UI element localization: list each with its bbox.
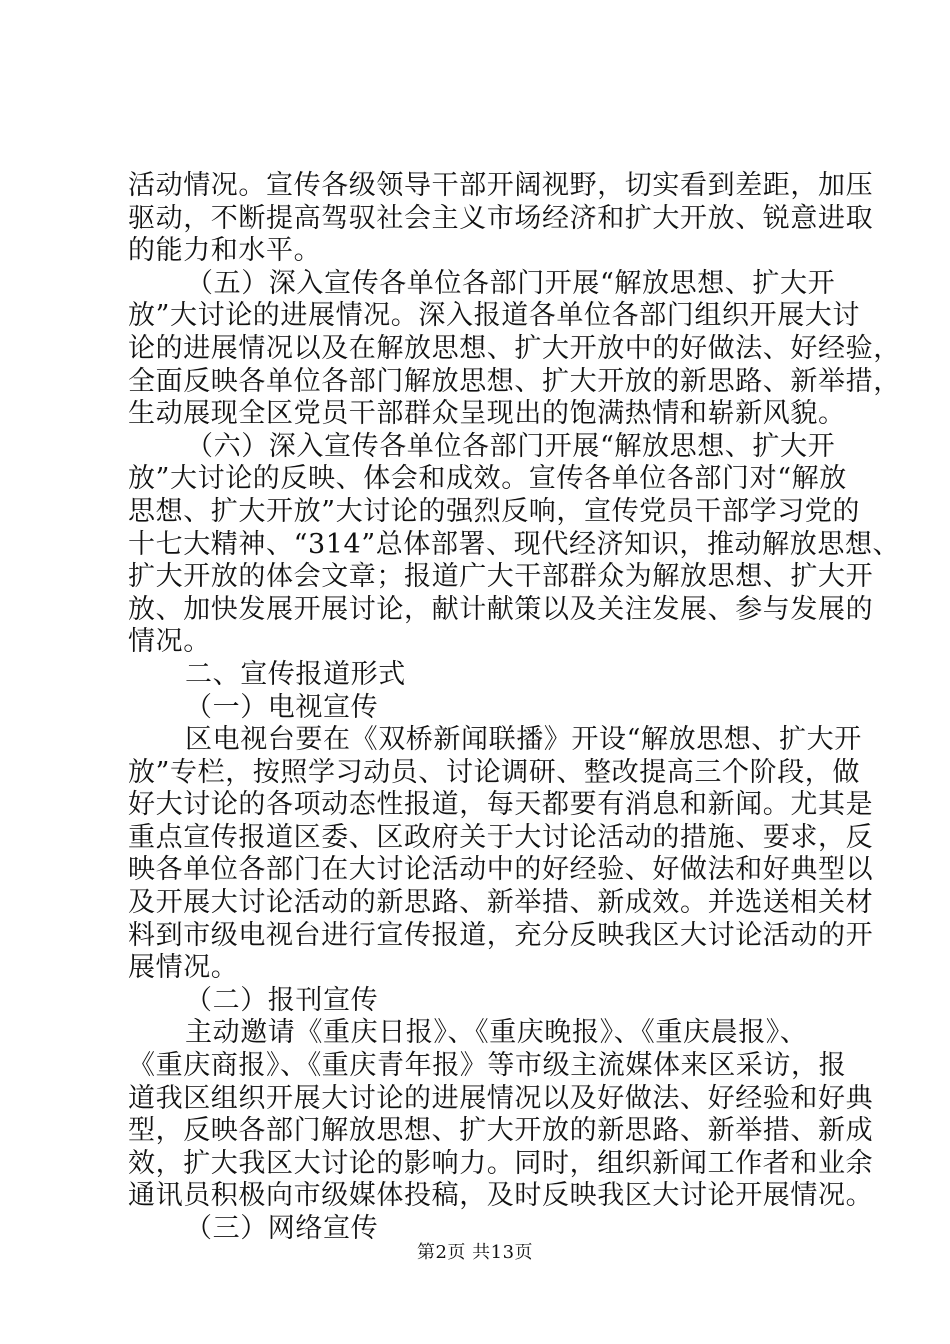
body-line: 驱动，不断提高驾驭社会主义市场经济和扩大开放、锐意进取: [128, 202, 874, 234]
body-line: 区电视台要在《双桥新闻联播》开设“解放思想、扩大开: [185, 724, 862, 756]
body-line: 及开展大讨论活动的新思路、新举措、新成效。并选送相关材: [128, 887, 874, 919]
body-line: 重点宣传报道区委、区政府关于大讨论活动的措施、要求，反: [128, 821, 874, 853]
section-title-2: 二、宣传报道形式: [185, 658, 406, 690]
body-line: 的能力和水平。: [128, 235, 322, 267]
body-line: 展情况。: [128, 952, 239, 984]
subsection-press: （二）报刊宣传: [185, 984, 379, 1016]
body-line: 通讯员积极向市级媒体投稿，及时反映我区大讨论开展情况。: [128, 1180, 874, 1212]
body-line: 道我区组织开展大讨论的进展情况以及好做法、好经验和好典: [128, 1082, 874, 1114]
body-line: 效，扩大我区大讨论的影响力。同时，组织新闻工作者和业余: [128, 1147, 874, 1179]
body-line: 好大讨论的各项动态性报道，每天都要有消息和新闻。尤其是: [128, 789, 874, 821]
document-body: [128, 170, 901, 1246]
section-heading-6: （六）深入宣传各单位各部门开展“解放思想、扩大开: [186, 430, 836, 462]
body-line: 料到市级电视台进行宣传报道，充分反映我区大讨论活动的开: [128, 919, 874, 951]
page-footer: 第2页 共13页: [416, 1242, 534, 1263]
body-line: 映各单位各部门在大讨论活动中的好经验、好做法和好典型以: [128, 854, 874, 886]
body-line: 主动邀请《重庆日报》、《重庆晚报》、《重庆晨报》、: [185, 1017, 808, 1049]
body-line: 放”大讨论的反映、体会和成效。宣传各单位各部门对“解放: [128, 463, 847, 495]
body-line: 全面反映各单位各部门解放思想、扩大开放的新思路、新举措，: [128, 365, 901, 397]
body-line: 十七大精神、“314”总体部署、现代经济知识，推动解放思想、: [128, 528, 901, 560]
subsection-web: （三）网络宣传: [185, 1213, 379, 1244]
body-line: 思想、扩大开放”大讨论的强烈反响，宣传党员干部学习党的: [128, 495, 861, 527]
section-heading-5: （五）深入宣传各单位各部门开展“解放思想、扩大开: [186, 267, 836, 299]
body-line: 扩大开放的体会文章；报道广大干部群众为解放思想、扩大开: [128, 561, 874, 593]
body-line: 活动情况。宣传各级领导干部开阔视野，切实看到差距，加压: [128, 170, 874, 201]
body-line: 情况。: [128, 626, 211, 658]
subsection-tv: （一）电视宣传: [185, 691, 379, 723]
body-line: 论的进展情况以及在解放思想、扩大开放中的好做法、好经验，: [128, 332, 901, 364]
body-line: 放”大讨论的进展情况。深入报道各单位各部门组织开展大讨: [128, 300, 861, 332]
body-line: 放”专栏，按照学习动员、讨论调研、整改提高三个阶段，做: [128, 756, 861, 788]
body-line: 放、加快发展开展讨论，献计献策以及关注发展、参与发展的: [128, 593, 874, 625]
body-line: 型，反映各部门解放思想、扩大开放的新思路、新举措、新成: [128, 1115, 874, 1147]
body-line: 《重庆商报》、《重庆青年报》等市级主流媒体来区采访，报: [128, 1050, 847, 1082]
body-line: 生动展现全区党员干部群众呈现出的饱满热情和崭新风貌。: [128, 398, 846, 430]
